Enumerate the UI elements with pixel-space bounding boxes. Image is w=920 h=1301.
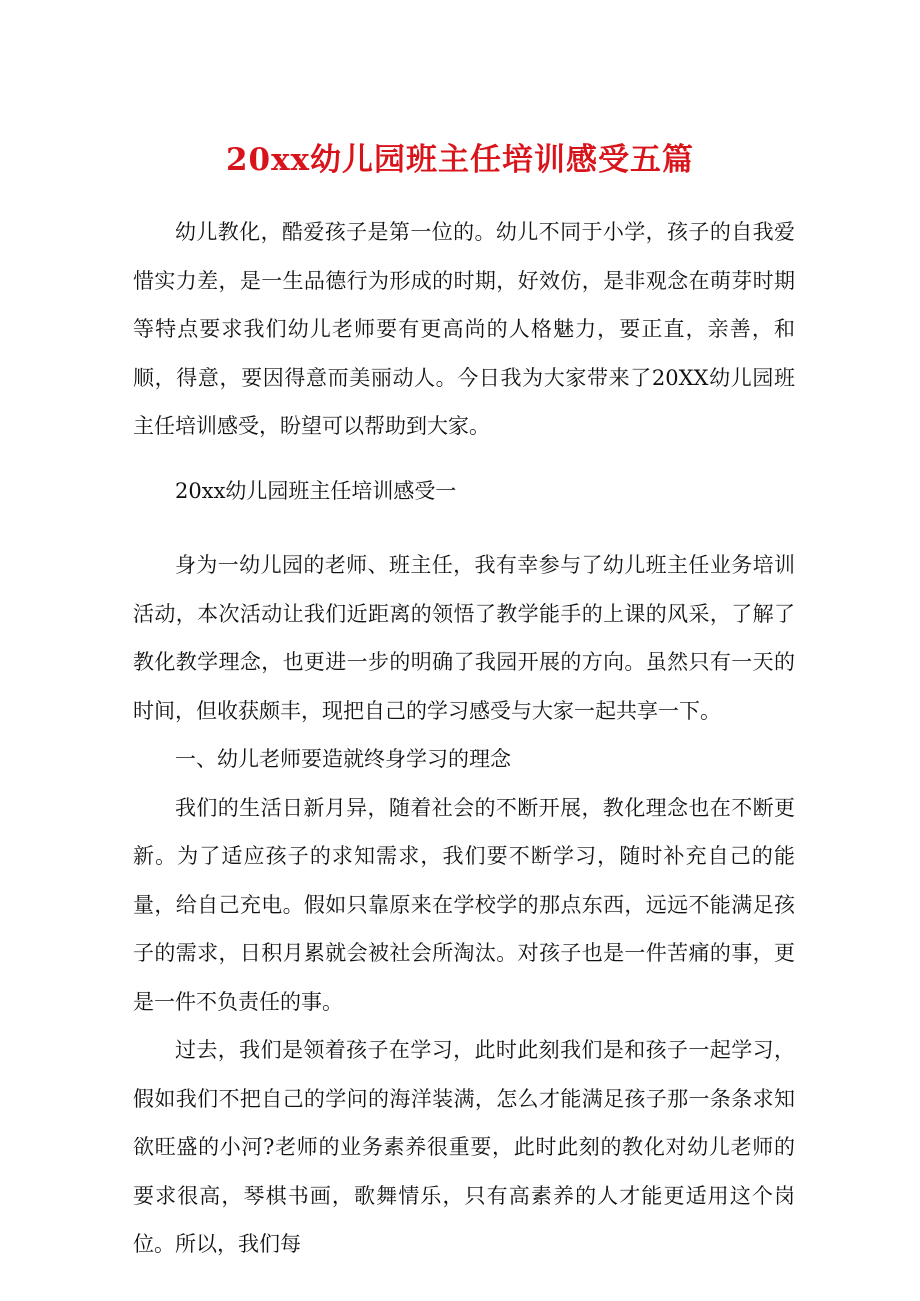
spacer	[133, 451, 795, 467]
intro-paragraph: 幼儿教化，酷爱孩子是第一位的。幼儿不同于小学，孩子的自我爱惜实力差，是一生品德行为形成的时期，好效仿，是非观念在萌芽时期等特点要求我们幼儿老师要有更高尚的人格魅力，要正直，亲善，和顺，得意，要因得意而美丽动人。今日我为大家带来了20XX幼儿园班主任培训感受，盼望可以帮助到大家。	[133, 220, 795, 438]
spacer	[133, 515, 795, 541]
document-body	[133, 208, 795, 1269]
body-paragraph-2: 我们的生活日新月异，随着社会的不断开展，教化理念也在不断更新。为了适应孩子的求知需求，我们要不断学习，随时补充自己的能量，给自己充电。假如只靠原来在学校学的那点东西，远远不能满足孩子的需求，日积月累就会被社会所淘汰。对孩子也是一件苦痛的事，更是一件不负责任的事。	[133, 795, 795, 1014]
body-paragraph-1: 身为一幼儿园的老师、班主任，我有幸参与了幼儿班主任业务培训活动，本次活动让我们近距离的领悟了教学能手的上课的风采，了解了教化教学理念，也更进一步的明确了我园开展的方向。虽然只有一天的时间，但收获颇丰，现把自己的学习感受与大家一起共享一下。	[133, 553, 795, 723]
document-title: 20xx幼儿园班主任培训感受五篇	[225, 142, 695, 178]
section-heading: 20xx幼儿园班主任培训感受一	[175, 478, 457, 503]
body-paragraph-3: 过去，我们是领着孩子在学习，此时此刻我们是和孩子一起学习，假如我们不把自己的学问的海洋装满，怎么才能满足孩子那一条条求知欲旺盛的小河?老师的业务素养很重要，此时此刻的教化对幼儿老师的要求很高，琴棋书画，歌舞情乐，只有高素养的人才能更适用这个岗位。所以，我们每	[133, 1038, 795, 1256]
point-heading-1: 一、幼儿老师要造就终身学习的理念	[175, 747, 511, 771]
